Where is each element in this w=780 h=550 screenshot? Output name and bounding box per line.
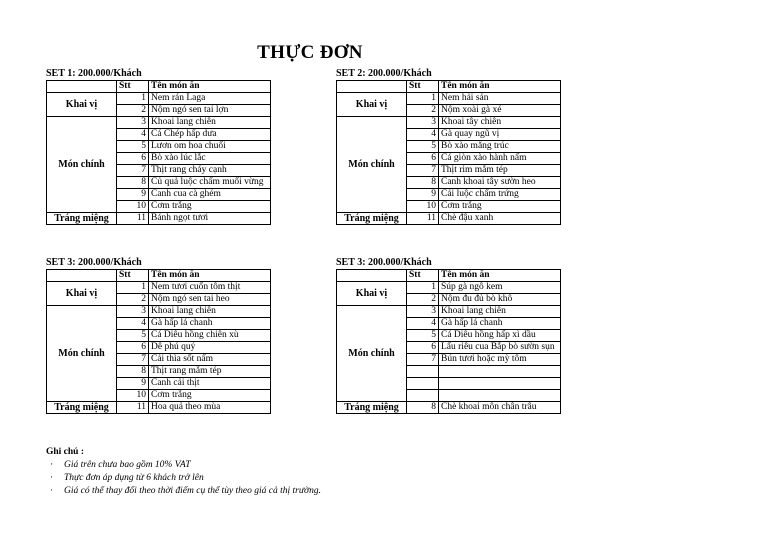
stt-cell: 4 — [117, 318, 149, 330]
set-1-block — [46, 67, 271, 225]
note-item — [46, 459, 321, 472]
note-text: Giá trên chưa bao gồm 10% VAT — [64, 460, 191, 470]
dish-cell: Hoa quả theo mùa — [149, 402, 271, 414]
note-item — [46, 472, 321, 485]
stt-cell: 1 — [407, 93, 439, 105]
stt-cell: 3 — [117, 117, 149, 129]
stt-cell: 9 — [117, 378, 149, 390]
dish-cell: Bún tươi hoặc mỳ tôm — [439, 354, 561, 366]
stt-cell: 8 — [117, 366, 149, 378]
stt-cell: 8 — [117, 177, 149, 189]
stt-cell: 6 — [117, 153, 149, 165]
dish-cell: Nộm ngó sen tai heo — [149, 294, 271, 306]
category-cell: Món chính — [337, 306, 407, 402]
category-cell: Khai vị — [47, 282, 117, 306]
notes-title: Ghi chú : — [46, 447, 85, 457]
stt-cell: 10 — [407, 201, 439, 213]
stt-cell: 7 — [407, 165, 439, 177]
table-row — [337, 402, 561, 414]
stt-cell: 6 — [117, 342, 149, 354]
category-cell: Món chính — [47, 117, 117, 213]
set-3-block — [46, 256, 271, 414]
dish-cell — [439, 366, 561, 378]
dish-cell: Củ quả luộc chấm muối vừng — [149, 177, 271, 189]
table-header-row — [47, 270, 271, 282]
set-title: SET 3: 200.000/Khách — [46, 257, 142, 268]
stt-cell: 2 — [407, 294, 439, 306]
dish-cell: Cá Chép hấp dưa — [149, 129, 271, 141]
dish-cell: Cải luộc chấm trứng — [439, 189, 561, 201]
dish-header: Tên món ăn — [439, 81, 561, 93]
dish-cell: Súp gà ngô kem — [439, 282, 561, 294]
stt-header: Stt — [117, 270, 149, 282]
dish-cell: Canh cải thịt — [149, 378, 271, 390]
category-cell: Tráng miệng — [47, 213, 117, 225]
stt-cell — [407, 366, 439, 378]
dish-cell: Nem tươi cuốn tôm thịt — [149, 282, 271, 294]
menu-table — [336, 80, 561, 225]
stt-cell: 8 — [407, 402, 439, 414]
dish-cell: Nộm ngó sen tai lợn — [149, 105, 271, 117]
dish-cell: Gà hấp lá chanh — [439, 318, 561, 330]
stt-cell: 6 — [407, 153, 439, 165]
dish-cell: Dê phú quý — [149, 342, 271, 354]
stt-cell: 11 — [407, 213, 439, 225]
dish-cell: Gà hấp lá chanh — [149, 318, 271, 330]
table-row — [47, 282, 271, 294]
dish-cell: Thịt rim mắm tép — [439, 165, 561, 177]
category-cell: Khai vị — [337, 93, 407, 117]
stt-cell: 1 — [117, 282, 149, 294]
stt-cell — [407, 378, 439, 390]
category-header-cell — [47, 81, 117, 93]
stt-cell: 3 — [117, 306, 149, 318]
dish-header: Tên món ăn — [439, 270, 561, 282]
stt-header: Stt — [407, 81, 439, 93]
dish-header: Tên món ăn — [149, 81, 271, 93]
dish-cell: Canh cua cà ghém — [149, 189, 271, 201]
dish-header: Tên món ăn — [149, 270, 271, 282]
dish-cell: Cá giòn xào hành nấm — [439, 153, 561, 165]
table-row — [337, 282, 561, 294]
table-row — [337, 306, 561, 318]
dish-cell: Nộm xoài gà xé — [439, 105, 561, 117]
stt-cell: 5 — [117, 330, 149, 342]
category-header-cell — [47, 270, 117, 282]
table-row — [47, 402, 271, 414]
category-cell: Tráng miệng — [47, 402, 117, 414]
stt-cell: 6 — [407, 342, 439, 354]
stt-cell: 4 — [407, 318, 439, 330]
stt-cell: 10 — [117, 201, 149, 213]
dish-cell: Gà quay ngũ vị — [439, 129, 561, 141]
table-header-row — [337, 270, 561, 282]
category-cell: Khai vị — [47, 93, 117, 117]
dish-cell: Cá Diêu hồng chiên xù — [149, 330, 271, 342]
table-header-row — [337, 81, 561, 93]
dish-cell: Nem rán Laga — [149, 93, 271, 105]
table-row — [47, 117, 271, 129]
stt-cell: 5 — [407, 141, 439, 153]
dish-cell: Cơm trắng — [149, 390, 271, 402]
menu-table — [46, 269, 271, 414]
category-header-cell — [337, 81, 407, 93]
stt-cell: 1 — [117, 93, 149, 105]
stt-header: Stt — [117, 81, 149, 93]
table-header-row — [47, 81, 271, 93]
stt-cell: 1 — [407, 282, 439, 294]
dish-cell — [439, 390, 561, 402]
note-bullet: · — [50, 486, 54, 496]
menu-title: THỰC ĐƠN — [257, 42, 363, 63]
dish-cell: Cơm trắng — [149, 201, 271, 213]
stt-cell: 8 — [407, 177, 439, 189]
set-4-block — [336, 256, 561, 414]
dish-cell: Bò xào lúc lắc — [149, 153, 271, 165]
stt-cell: 3 — [407, 306, 439, 318]
category-cell: Món chính — [47, 306, 117, 402]
stt-cell: 2 — [117, 294, 149, 306]
stt-cell: 9 — [117, 189, 149, 201]
table-row — [337, 213, 561, 225]
stt-cell — [407, 390, 439, 402]
stt-cell: 2 — [117, 105, 149, 117]
dish-cell: Lẩu riêu cua Bắp bò sườn sụn — [439, 342, 561, 354]
dish-cell: Thịt rang mắm tép — [149, 366, 271, 378]
note-text: Thực đơn áp dụng từ 6 khách trở lên — [64, 473, 204, 483]
stt-cell: 2 — [407, 105, 439, 117]
dish-cell: Cá Diêu hồng hấp xì dầu — [439, 330, 561, 342]
category-cell: Tráng miệng — [337, 402, 407, 414]
table-row — [47, 213, 271, 225]
menu-table — [46, 80, 271, 225]
stt-cell: 5 — [407, 330, 439, 342]
dish-cell: Cơm trắng — [439, 201, 561, 213]
note-bullet: · — [50, 473, 54, 483]
stt-cell: 4 — [117, 129, 149, 141]
table-row — [337, 93, 561, 105]
stt-cell: 5 — [117, 141, 149, 153]
category-cell: Tráng miệng — [337, 213, 407, 225]
category-cell: Khai vị — [337, 282, 407, 306]
set-title: SET 1: 200.000/Khách — [46, 68, 142, 79]
dish-cell: Khoai lang chiên — [149, 306, 271, 318]
dish-cell: Khoai tây chiên — [439, 117, 561, 129]
dish-cell: Bò xào măng trúc — [439, 141, 561, 153]
menu-table — [336, 269, 561, 414]
category-cell: Món chính — [337, 117, 407, 213]
stt-cell: 7 — [117, 165, 149, 177]
dish-cell: Nộm đu đủ bò khô — [439, 294, 561, 306]
notes-section — [46, 446, 321, 498]
stt-cell: 3 — [407, 117, 439, 129]
dish-cell: Bánh ngọt tươi — [149, 213, 271, 225]
set-title: SET 2: 200.000/Khách — [336, 68, 432, 79]
stt-cell: 7 — [407, 354, 439, 366]
stt-cell: 9 — [407, 189, 439, 201]
dish-cell: Chè khoai môn chân trâu — [439, 402, 561, 414]
stt-cell: 10 — [117, 390, 149, 402]
dish-cell: Chè đậu xanh — [439, 213, 561, 225]
dish-cell: Thịt rang cháy cạnh — [149, 165, 271, 177]
stt-cell: 4 — [407, 129, 439, 141]
table-row — [47, 306, 271, 318]
dish-cell: Cải thìa sốt nấm — [149, 354, 271, 366]
dish-cell: Lươn om hoa chuối — [149, 141, 271, 153]
table-row — [337, 117, 561, 129]
note-text: Giá có thể thay đổi theo thời điểm cụ thể tùy theo giá cả thị trường. — [64, 486, 321, 496]
dish-cell: Nem hải sản — [439, 93, 561, 105]
note-bullet: · — [50, 460, 54, 470]
table-row — [47, 93, 271, 105]
set-title: SET 3: 200.000/Khách — [336, 257, 432, 268]
note-item — [46, 485, 321, 498]
dish-cell — [439, 378, 561, 390]
category-header-cell — [337, 270, 407, 282]
stt-header: Stt — [407, 270, 439, 282]
dish-cell: Khoai lang chiên — [149, 117, 271, 129]
stt-cell: 11 — [117, 213, 149, 225]
dish-cell: Khoai lang chiên — [439, 306, 561, 318]
stt-cell: 7 — [117, 354, 149, 366]
dish-cell: Canh khoai tây sườn heo — [439, 177, 561, 189]
stt-cell: 11 — [117, 402, 149, 414]
set-2-block — [336, 67, 561, 225]
